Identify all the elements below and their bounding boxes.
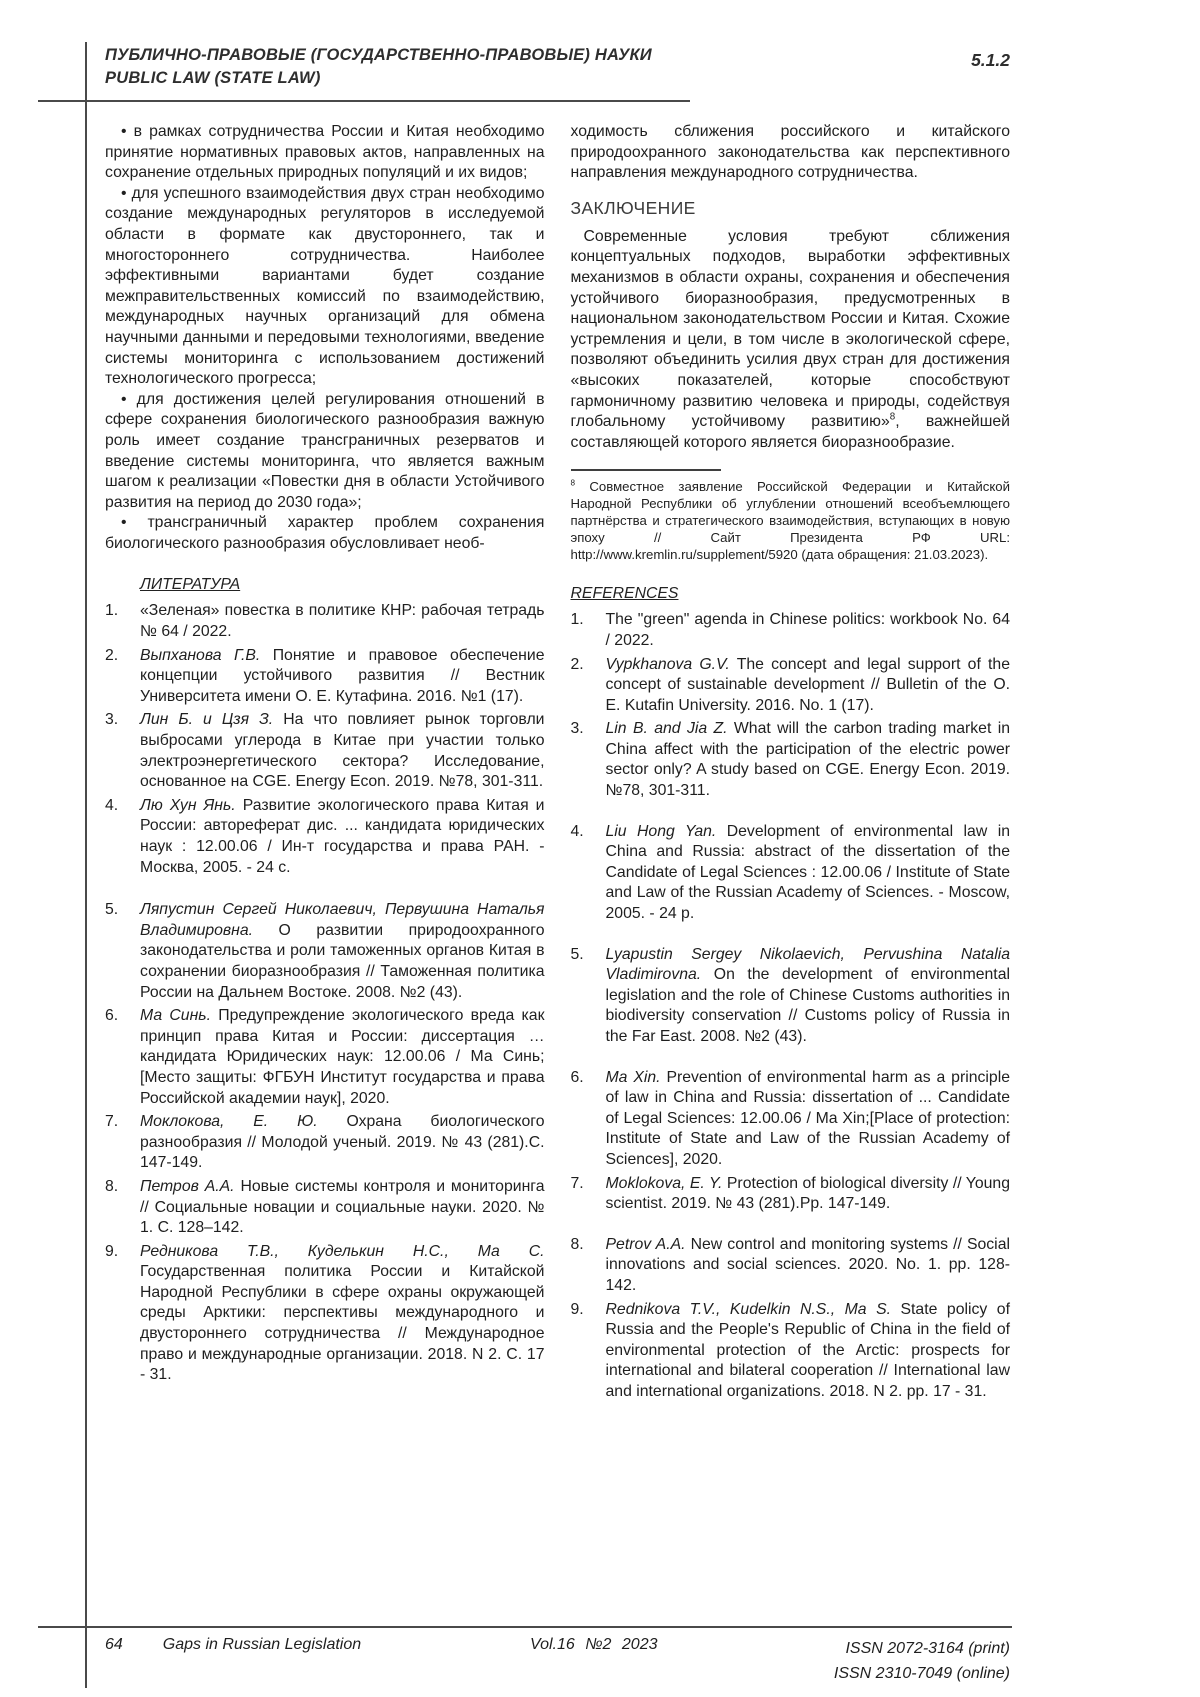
item-author: Ма Синь. bbox=[140, 1007, 211, 1025]
reference-item bbox=[571, 1174, 1011, 1215]
bullet-paragraph: • для достижения целей регулирования отношений в сфере сохранения биологического разнообразия важную роль имеет создание трансграничных резерватов и введение системы мониторинга, что является важным шагом к реализации «Повестки дня в области Устойчивого развития на период до 2030 года»; bbox=[105, 390, 545, 511]
bullet-paragraph: • в рамках сотрудничества России и Китая необходимо принятие нормативных правовых актов, направленных на сохранение отдельных природных популяций и их видов; bbox=[105, 123, 545, 182]
reference-item bbox=[571, 822, 1011, 925]
conclusion-heading: ЗАКЛЮЧЕНИЕ bbox=[570, 197, 696, 218]
item-author: Моклокова, Е. Ю. bbox=[140, 1113, 318, 1131]
item-number: 1. bbox=[570, 611, 584, 629]
item-author: Moklokova, E. Y. bbox=[605, 1174, 723, 1192]
item-body: «Зеленая» повестка в политике КНР: рабочая тетрадь № 64 / 2022. bbox=[140, 602, 545, 641]
item-author: Ляпустин Сергей Николаевич, Первушина Наталья Владимировна. bbox=[140, 901, 545, 939]
item-body: The "green" agenda in Chinese politics: workbook No. 64 / 2022. bbox=[605, 611, 1010, 649]
item-text bbox=[606, 1068, 1011, 1171]
item-body: Новые системы контроля и мониторинга // Социальные новации и социальные науки. 2020. № 1. С. 128–142. bbox=[140, 1177, 545, 1237]
conclusion-text: Современные условия требуют сближения концептуальных подходов, выработки эффективных механизмов в области охраны, сохранения и обеспечения устойчивого биоразнообразия, предусмотренных в национальном законодательством России и Китая. Схожие устремления и цели, в том числе в экологической сфере, позволяют объединить усилия двух стран для достижения «высоких показателей, которые способствуют гармоничному развитию человека и природы, содействуя глобальному устойчивому развитию» bbox=[570, 227, 1010, 431]
conclusion-paragraph bbox=[571, 227, 1011, 454]
item-number: 7. bbox=[105, 1113, 119, 1131]
bullet-paragraph: • трансграничный характер проблем сохранения биологического разнообразия обусловливает необ- bbox=[105, 514, 545, 552]
item-author: Lin B. and Jia Z. bbox=[605, 720, 728, 738]
item-text bbox=[140, 601, 545, 642]
item-number: 5. bbox=[570, 945, 584, 963]
journal-title: Gaps in Russian Legislation bbox=[162, 1636, 362, 1653]
footnote-separator-rule bbox=[571, 469, 721, 471]
item-number: 9. bbox=[105, 1242, 119, 1260]
item-text bbox=[140, 1006, 545, 1109]
item-number: 8. bbox=[105, 1177, 119, 1195]
item-body: New control and monitoring systems // Social innovations and social sciences. 2020. No. 1. pp. 128-142. bbox=[605, 1235, 1010, 1294]
reference-item bbox=[571, 945, 1011, 1048]
reference-item bbox=[571, 610, 1011, 651]
reference-item bbox=[571, 719, 1011, 801]
item-number: 3. bbox=[570, 720, 584, 738]
continuation-paragraph: ходимость сближения российского и китайского природоохранного законодательства как перспективного направления международного сотрудничества. bbox=[570, 123, 1010, 182]
item-text bbox=[606, 822, 1011, 925]
item-text bbox=[140, 900, 545, 1003]
item-author: Петров А.А. bbox=[140, 1177, 235, 1195]
item-text bbox=[606, 945, 1011, 1048]
item-text bbox=[140, 710, 545, 792]
item-number: 1. bbox=[105, 602, 119, 620]
literature-item bbox=[105, 900, 545, 1003]
footnote-text-tail: (дата обращения: 21.03.2023). bbox=[797, 547, 989, 563]
item-body: State policy of Russia and the People's Republic of China in the field of environmental protection of the Arctic: prospects for international and bilateral cooperation // International law and international organizations. 2018. N 2. pp. 17 - 31. bbox=[605, 1300, 1010, 1400]
item-number: 5. bbox=[105, 901, 119, 919]
item-text bbox=[140, 1242, 545, 1386]
footnote-url-link[interactable]: http://www.kremlin.ru/supplement/5920 bbox=[570, 547, 798, 563]
literature-item bbox=[105, 710, 545, 792]
literature-item bbox=[105, 601, 545, 642]
item-number: 2. bbox=[105, 646, 119, 664]
conclusion-text-tail: , важнейшей составляющей которого является биоразнообразие. bbox=[570, 413, 1011, 451]
references-list bbox=[571, 610, 1011, 1402]
literature-item bbox=[105, 796, 545, 878]
item-text bbox=[140, 1112, 545, 1174]
section-number: 5.1.2 bbox=[971, 50, 1010, 70]
footer-left bbox=[105, 1636, 361, 1654]
volume-issue: Vol.16 №2 2023 bbox=[530, 1636, 658, 1653]
header-rule bbox=[38, 100, 690, 102]
item-body: On the development of environmental legislation and the role of Chinese Customs authorities in biodiversity conservation // Customs policy of Russia in the Far East. 2008. №2 (43). bbox=[605, 966, 1010, 1045]
page-number: 64 bbox=[105, 1636, 123, 1653]
reference-item bbox=[571, 655, 1011, 717]
item-author: Редникова Т.В., Куделькин Н.С., Ма С. bbox=[140, 1242, 545, 1260]
reference-item bbox=[571, 1235, 1011, 1297]
footnote-marker: 8 bbox=[570, 478, 576, 488]
item-text bbox=[606, 719, 1011, 801]
footer-rule bbox=[38, 1626, 1012, 1628]
item-number: 4. bbox=[105, 796, 119, 814]
item-text bbox=[606, 610, 1011, 651]
item-author: Ma Xin. bbox=[605, 1068, 661, 1086]
left-column bbox=[105, 122, 545, 1406]
item-body: О развитии природоохранного законодательства и роли таможенных органов Китая в сохранении биоразнообразия // Таможенная политика России на Дальнем Востоке. 2008. №2 (43). bbox=[140, 921, 545, 1001]
two-column-body bbox=[105, 122, 1010, 1406]
right-column bbox=[571, 122, 1011, 1406]
item-number: 6. bbox=[570, 1068, 584, 1086]
item-number: 2. bbox=[570, 655, 584, 673]
item-text bbox=[140, 1177, 545, 1239]
item-text bbox=[140, 796, 545, 878]
literature-heading: ЛИТЕРАТУРА bbox=[140, 576, 241, 594]
item-author: Petrov A.A. bbox=[605, 1235, 686, 1253]
footnote-reference-mark: 8 bbox=[889, 411, 896, 423]
footnote bbox=[571, 478, 1011, 563]
references-heading: REFERENCES bbox=[570, 585, 679, 603]
item-number: 8. bbox=[570, 1235, 584, 1253]
item-body: Развитие экологического права Китая и России: автореферат дис. ... кандидата юридических наук : 12.00.06 / Ин-т государства и права РАН. - Москва, 2005. - 24 с. bbox=[140, 796, 545, 876]
item-text bbox=[606, 1174, 1011, 1215]
literature-item bbox=[105, 1112, 545, 1174]
header-title-en: PUBLIC LAW (STATE LAW) bbox=[105, 69, 321, 87]
item-body: На что повлияет рынок торговли выбросами углерода в Китае при участии только электроэнергетического сектора? Исследование, основанное на CGE. Energy Econ. 2019. №78, 301-311. bbox=[140, 711, 545, 791]
literature-list bbox=[105, 601, 545, 1385]
header-title-ru: ПУБЛИЧНО-ПРАВОВЫЕ (ГОСУДАРСТВЕННО-ПРАВОВЫЕ) НАУКИ bbox=[105, 46, 652, 64]
item-author: Rednikova T.V., Kudelkin N.S., Ma S. bbox=[605, 1300, 891, 1318]
item-number: 9. bbox=[570, 1300, 584, 1318]
issn-print: ISSN 2072-3164 (print) bbox=[845, 1640, 1010, 1657]
literature-item bbox=[105, 646, 545, 708]
item-body: Development of environmental law in China and Russia: abstract of the dissertation of the Candidate of Legal Sciences : 12.00.06 / Institute of State and Law of the Russian Academy of Sciences. - Moscow, 2005. - 24 p. bbox=[605, 822, 1010, 923]
item-number: 4. bbox=[570, 822, 584, 840]
item-body: Предупреждение экологического вреда как принцип права Китая и России: диссертация … кандидата Юридических наук: 12.00.06 / Ма Синь;[Место защиты: ФГБУН Институт государства и права Российской академии наук], 2020. bbox=[140, 1007, 545, 1107]
item-body: What will the carbon trading market in China affect with the participation of the electric power sector only? A study based on CGE. Energy Econ. 2019. №78, 301-311. bbox=[605, 720, 1010, 800]
item-text bbox=[606, 1300, 1011, 1403]
item-number: 7. bbox=[570, 1174, 584, 1192]
footnote-block bbox=[571, 469, 1011, 563]
item-author: Выпханова Г.В. bbox=[140, 646, 261, 664]
footnote-text: Совместное заявление Российской Федерации и Китайской Народной Республики об углублении отношений всеобъемлющего партнёрства и стратегического взаимодействия, вступающих в новую эпоху // Сайт Президента РФ URL: bbox=[570, 479, 1010, 546]
bullet-paragraph: • для успешного взаимодействия двух стран необходимо создание международных регуляторов в исследуемой области в формате как двустороннего, так и многостороннего сотрудничества. Наиболее эффективными вариантами будет создание межправительственных комиссий по взаимодействию, международных научных организаций для обмена научными данными и передовыми технологиями, введение системы мониторинга с использованием достижений технологического прогресса; bbox=[105, 184, 545, 388]
item-body: The concept and legal support of the concept of sustainable development // Bulletin of the O. E. Kutafin University. 2016. No. 1 (17). bbox=[605, 655, 1010, 714]
item-body: Государственная политика России и Китайской Народной Республики в сфере охраны окружающей среды Арктики: перспективы международного и двустороннего сотрудничества // Международное право и международные организации. 2018. N 2. С. 17 - 31. bbox=[140, 1263, 545, 1384]
item-body: Protection of biological diversity // Young scientist. 2019. № 43 (281).Pp. 147-149. bbox=[605, 1174, 1010, 1213]
item-author: Liu Hong Yan. bbox=[605, 822, 717, 840]
page-header bbox=[105, 44, 865, 90]
item-body: Охрана биологического разнообразия // Молодой ученый. 2019. № 43 (281).С. 147-149. bbox=[140, 1113, 545, 1172]
literature-item bbox=[105, 1177, 545, 1239]
reference-item bbox=[571, 1068, 1011, 1171]
item-author: Lyapustin Sergey Nikolaevich, Pervushina Natalia Vladimirovna. bbox=[605, 945, 1010, 984]
item-text bbox=[606, 1235, 1011, 1297]
item-text bbox=[606, 655, 1011, 717]
left-margin-rule bbox=[85, 42, 87, 1688]
item-author: Лин Б. и Цзя З. bbox=[140, 711, 274, 729]
literature-item bbox=[105, 1242, 545, 1386]
item-author: Лю Хун Янь. bbox=[140, 796, 236, 814]
literature-item bbox=[105, 1006, 545, 1109]
reference-item bbox=[571, 1300, 1011, 1403]
item-body: Prevention of environmental harm as a principle of law in China and Russia: dissertation of ... Candidate of Legal Sciences: 12.00.06 / Ma Xin;[Place of protection: Institute of State and Law of the Russian Academy of Sciences], 2020. bbox=[605, 1068, 1010, 1168]
footer-issn bbox=[834, 1636, 1010, 1686]
item-author: Vypkhanova G.V. bbox=[605, 655, 730, 673]
item-number: 3. bbox=[105, 711, 119, 729]
item-body: Понятие и правовое обеспечение концепции устойчивого развития // Вестник Университета имени О. Е. Кутафина. 2016. №1 (17). bbox=[140, 646, 545, 705]
item-text bbox=[140, 646, 545, 708]
item-number: 6. bbox=[105, 1007, 119, 1025]
issn-online: ISSN 2310-7049 (online) bbox=[833, 1665, 1010, 1682]
